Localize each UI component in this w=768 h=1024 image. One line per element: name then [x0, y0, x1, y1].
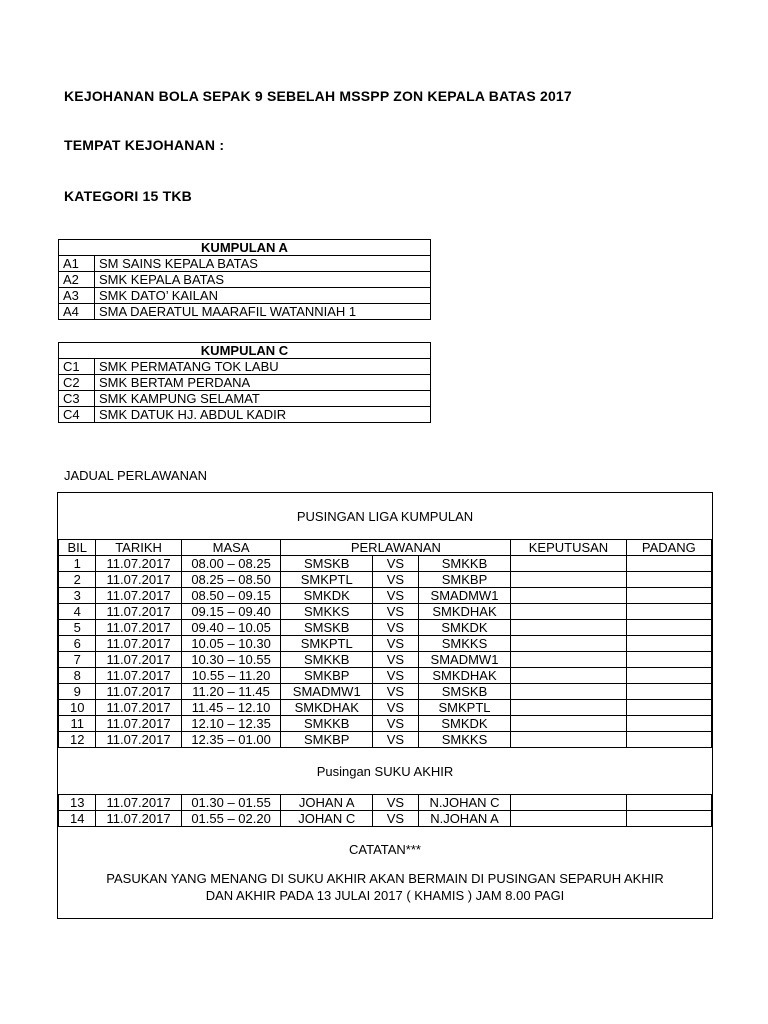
- vs-label: VS: [372, 572, 418, 588]
- field-cell: [626, 668, 711, 684]
- match-number: 7: [59, 652, 96, 668]
- away-team: SMKKS: [418, 732, 511, 748]
- match-row: [59, 684, 712, 700]
- team-name: SMK DATUK HJ. ABDUL KADIR: [95, 407, 431, 423]
- match-number: 2: [59, 572, 96, 588]
- away-team: N.JOHAN C: [418, 795, 511, 811]
- match-number: 12: [59, 732, 96, 748]
- vs-label: VS: [372, 684, 418, 700]
- field-cell: [626, 636, 711, 652]
- home-team: SMKBP: [281, 732, 373, 748]
- match-number: 11: [59, 716, 96, 732]
- match-date: 11.07.2017: [96, 668, 181, 684]
- team-code: A1: [59, 256, 95, 272]
- field-cell: [626, 795, 711, 811]
- match-row: [59, 811, 712, 827]
- home-team: SMKDHAK: [281, 700, 373, 716]
- match-date: 11.07.2017: [96, 795, 181, 811]
- result-cell: [511, 588, 626, 604]
- vs-label: VS: [372, 716, 418, 732]
- match-number: 5: [59, 620, 96, 636]
- team-code: A3: [59, 288, 95, 304]
- match-row: [59, 636, 712, 652]
- field-cell: [626, 620, 711, 636]
- away-team: N.JOHAN A: [418, 811, 511, 827]
- result-cell: [511, 556, 626, 572]
- match-row: [59, 732, 712, 748]
- team-name: SMK BERTAM PERDANA: [95, 375, 431, 391]
- note-line-2: DAN AKHIR PADA 13 JULAI 2017 ( KHAMIS ) JAM 8.00 PAGI: [205, 888, 565, 903]
- match-row: [59, 620, 712, 636]
- match-time: 08.50 – 09.15: [181, 588, 281, 604]
- match-number: 9: [59, 684, 96, 700]
- match-row: [59, 668, 712, 684]
- home-team: JOHAN C: [281, 811, 373, 827]
- result-cell: [511, 700, 626, 716]
- vs-label: VS: [372, 811, 418, 827]
- col-masa: MASA: [181, 540, 281, 556]
- team-code: A2: [59, 272, 95, 288]
- away-team: SMKKB: [418, 556, 511, 572]
- away-team: SMKBP: [418, 572, 511, 588]
- home-team: SMKPTL: [281, 572, 373, 588]
- match-time: 12.35 – 01.00: [181, 732, 281, 748]
- field-cell: [626, 684, 711, 700]
- group-a-table: [58, 239, 431, 320]
- match-number: 8: [59, 668, 96, 684]
- venue-label: TEMPAT KEJOHANAN :: [64, 137, 225, 153]
- away-team: SMADMW1: [418, 588, 511, 604]
- field-cell: [626, 732, 711, 748]
- team-code: C2: [59, 375, 95, 391]
- vs-label: VS: [372, 620, 418, 636]
- team-name: SMK KEPALA BATAS: [95, 272, 431, 288]
- match-time: 10.30 – 10.55: [181, 652, 281, 668]
- match-time: 01.55 – 02.20: [181, 811, 281, 827]
- result-cell: [511, 668, 626, 684]
- league-table: [58, 539, 712, 748]
- match-time: 11.20 – 11.45: [181, 684, 281, 700]
- quarter-final-title: Pusingan SUKU AKHIR: [316, 764, 454, 779]
- match-date: 11.07.2017: [96, 556, 181, 572]
- home-team: SMSKB: [281, 620, 373, 636]
- match-time: 01.30 – 01.55: [181, 795, 281, 811]
- match-row: [59, 795, 712, 811]
- home-team: SMADMW1: [281, 684, 373, 700]
- result-cell: [511, 732, 626, 748]
- match-row: [59, 716, 712, 732]
- result-cell: [511, 572, 626, 588]
- team-name: SMK PERMATANG TOK LABU: [95, 359, 431, 375]
- group-row: [59, 304, 431, 320]
- team-name: SMK KAMPUNG SELAMAT: [95, 391, 431, 407]
- home-team: SMKKB: [281, 716, 373, 732]
- match-row: [59, 652, 712, 668]
- team-code: C3: [59, 391, 95, 407]
- vs-label: VS: [372, 732, 418, 748]
- match-row: [59, 700, 712, 716]
- vs-label: VS: [372, 795, 418, 811]
- match-date: 11.07.2017: [96, 588, 181, 604]
- match-number: 3: [59, 588, 96, 604]
- field-cell: [626, 572, 711, 588]
- match-date: 11.07.2017: [96, 700, 181, 716]
- category-label: KATEGORI 15 TKB: [64, 188, 192, 204]
- team-name: SMA DAERATUL MAARAFIL WATANNIAH 1: [95, 304, 431, 320]
- away-team: SMKDK: [418, 716, 511, 732]
- col-tarikh: TARIKH: [96, 540, 181, 556]
- quarter-final-table: [58, 794, 712, 827]
- field-cell: [626, 556, 711, 572]
- away-team: SMKDK: [418, 620, 511, 636]
- team-name: SMK DATO’ KAILAN: [95, 288, 431, 304]
- field-cell: [626, 716, 711, 732]
- match-time: 11.45 – 12.10: [181, 700, 281, 716]
- group-row: [59, 391, 431, 407]
- result-cell: [511, 620, 626, 636]
- group-a-heading: KUMPULAN A: [59, 240, 431, 256]
- group-row: [59, 407, 431, 423]
- home-team: SMKBP: [281, 668, 373, 684]
- home-team: SMKPTL: [281, 636, 373, 652]
- match-date: 11.07.2017: [96, 572, 181, 588]
- match-time: 10.05 – 10.30: [181, 636, 281, 652]
- group-row: [59, 272, 431, 288]
- result-cell: [511, 716, 626, 732]
- league-round-title: PUSINGAN LIGA KUMPULAN: [296, 509, 474, 524]
- home-team: SMSKB: [281, 556, 373, 572]
- match-date: 11.07.2017: [96, 732, 181, 748]
- field-cell: [626, 588, 711, 604]
- away-team: SMSKB: [418, 684, 511, 700]
- vs-label: VS: [372, 668, 418, 684]
- result-cell: [511, 604, 626, 620]
- match-row: [59, 588, 712, 604]
- field-cell: [626, 700, 711, 716]
- match-time: 09.15 – 09.40: [181, 604, 281, 620]
- match-number: 6: [59, 636, 96, 652]
- away-team: SMKKS: [418, 636, 511, 652]
- match-date: 11.07.2017: [96, 716, 181, 732]
- away-team: SMKDHAK: [418, 668, 511, 684]
- vs-label: VS: [372, 652, 418, 668]
- match-time: 12.10 – 12.35: [181, 716, 281, 732]
- col-keputusan: KEPUTUSAN: [511, 540, 626, 556]
- result-cell: [511, 652, 626, 668]
- match-date: 11.07.2017: [96, 620, 181, 636]
- field-cell: [626, 811, 711, 827]
- result-cell: [511, 684, 626, 700]
- match-number: 1: [59, 556, 96, 572]
- match-date: 11.07.2017: [96, 652, 181, 668]
- match-number: 10: [59, 700, 96, 716]
- vs-label: VS: [372, 700, 418, 716]
- group-c-table: [58, 342, 431, 423]
- note-title: CATATAN***: [349, 842, 421, 857]
- group-c-heading: KUMPULAN C: [59, 343, 431, 359]
- home-team: SMKKB: [281, 652, 373, 668]
- match-number: 4: [59, 604, 96, 620]
- group-row: [59, 359, 431, 375]
- match-date: 11.07.2017: [96, 684, 181, 700]
- team-name: SM SAINS KEPALA BATAS: [95, 256, 431, 272]
- group-row: [59, 375, 431, 391]
- away-team: SMADMW1: [418, 652, 511, 668]
- vs-label: VS: [372, 604, 418, 620]
- home-team: SMKKS: [281, 604, 373, 620]
- match-number: 14: [59, 811, 96, 827]
- group-row: [59, 256, 431, 272]
- group-row: [59, 288, 431, 304]
- vs-label: VS: [372, 636, 418, 652]
- team-code: C4: [59, 407, 95, 423]
- col-bil: BIL: [59, 540, 96, 556]
- match-time: 09.40 – 10.05: [181, 620, 281, 636]
- match-row: [59, 604, 712, 620]
- result-cell: [511, 795, 626, 811]
- note-line-1: PASUKAN YANG MENANG DI SUKU AKHIR AKAN BERMAIN DI PUSINGAN SEPARUH AKHIR: [106, 871, 664, 886]
- away-team: SMKDHAK: [418, 604, 511, 620]
- col-perlawanan: PERLAWANAN: [281, 540, 511, 556]
- document-title: KEJOHANAN BOLA SEPAK 9 SEBELAH MSSPP ZON KEPALA BATAS 2017: [64, 88, 572, 104]
- match-row: [59, 556, 712, 572]
- team-code: A4: [59, 304, 95, 320]
- home-team: JOHAN A: [281, 795, 373, 811]
- field-cell: [626, 652, 711, 668]
- match-date: 11.07.2017: [96, 811, 181, 827]
- match-date: 11.07.2017: [96, 636, 181, 652]
- away-team: SMKPTL: [418, 700, 511, 716]
- result-cell: [511, 811, 626, 827]
- match-time: 08.00 – 08.25: [181, 556, 281, 572]
- match-number: 13: [59, 795, 96, 811]
- match-row: [59, 572, 712, 588]
- vs-label: VS: [372, 556, 418, 572]
- schedule-box: [57, 492, 713, 919]
- match-date: 11.07.2017: [96, 604, 181, 620]
- schedule-heading: JADUAL PERLAWANAN: [64, 468, 208, 483]
- vs-label: VS: [372, 588, 418, 604]
- table-header-row: [59, 540, 712, 556]
- team-code: C1: [59, 359, 95, 375]
- field-cell: [626, 604, 711, 620]
- result-cell: [511, 636, 626, 652]
- col-padang: PADANG: [626, 540, 711, 556]
- match-time: 08.25 – 08.50: [181, 572, 281, 588]
- match-time: 10.55 – 11.20: [181, 668, 281, 684]
- home-team: SMKDK: [281, 588, 373, 604]
